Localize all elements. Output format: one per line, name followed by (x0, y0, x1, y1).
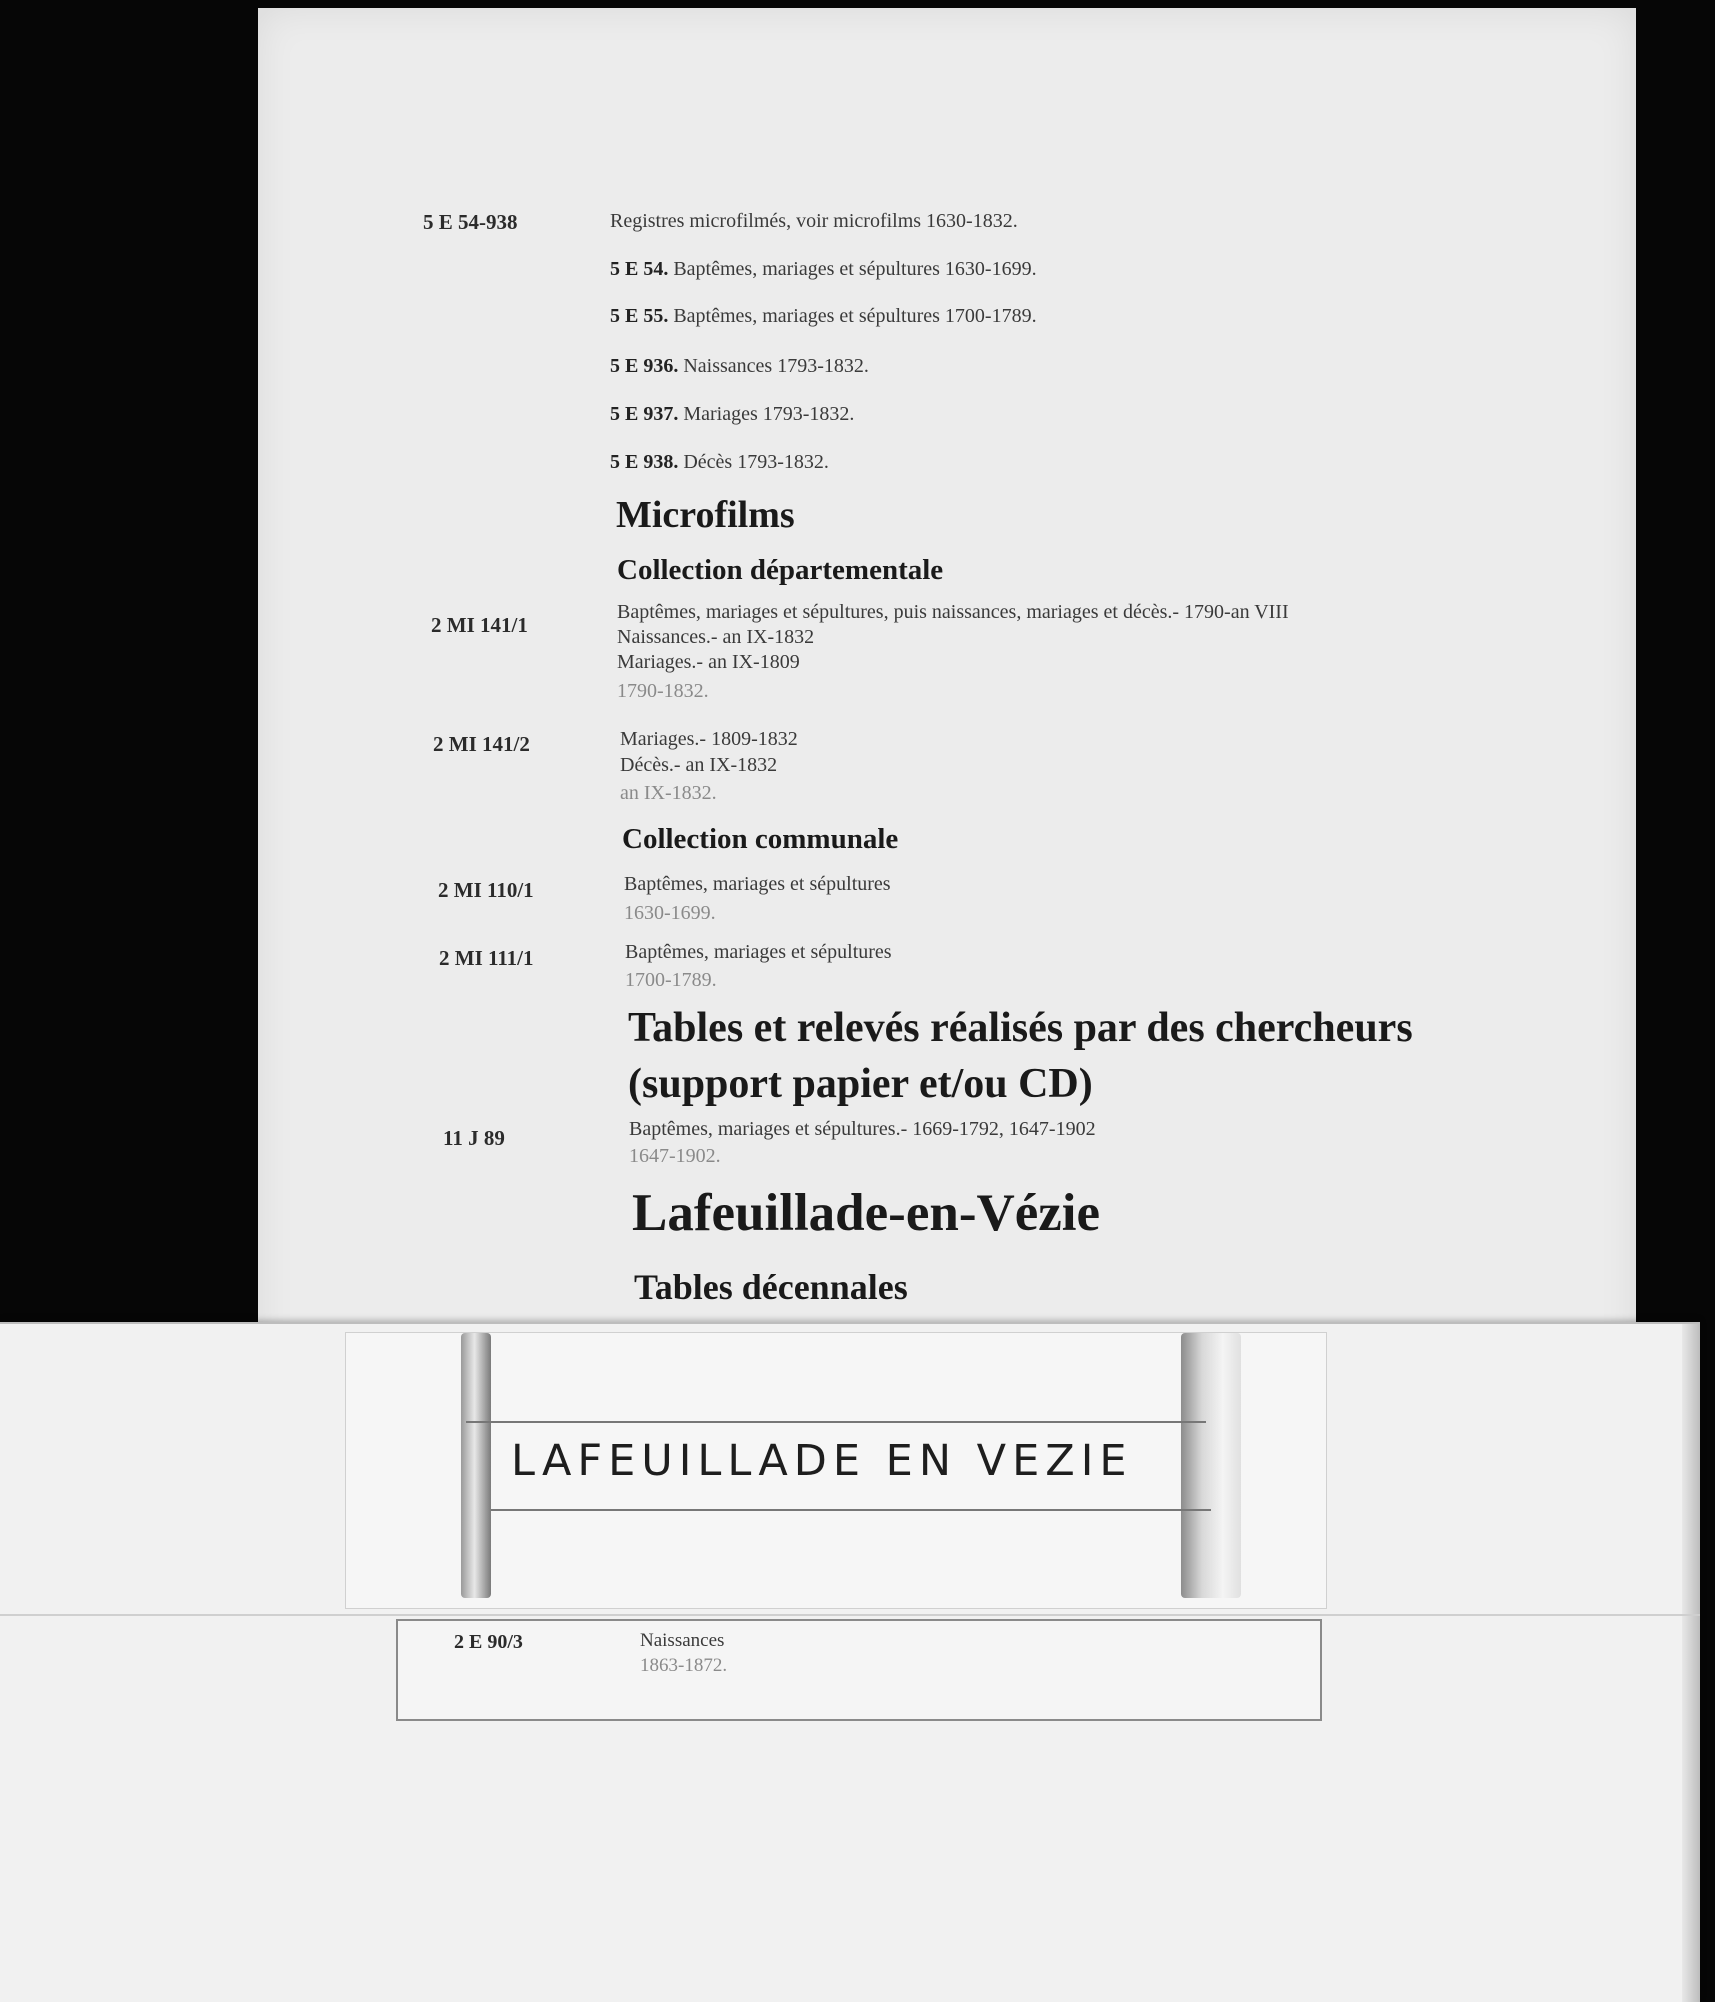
entry-line: Baptêmes, mariages et sépultures (625, 941, 892, 963)
card-dates: 1863-1872. (640, 1655, 728, 1676)
heading-tables-line1: Tables et relevés réalisés par des chercheurs (628, 1005, 1413, 1051)
sub-entry (610, 355, 869, 378)
entry-dates: 1700-1789. (625, 969, 717, 991)
sub-entry-ref: 5 E 54. (610, 258, 669, 280)
entry-code: 2 MI 141/2 (433, 732, 530, 756)
sub-entry (610, 451, 829, 474)
strip-roll-right (1181, 1333, 1241, 1598)
heading-tables-line2: (support papier et/ou CD) (628, 1061, 1093, 1107)
sub-entry-text: Baptêmes, mariages et sépultures 1700-1789. (668, 305, 1037, 327)
sub-entry-ref: 5 E 937. (610, 403, 679, 425)
box-fold (0, 1614, 1700, 1616)
sub-entry-ref: 5 E 936. (610, 355, 679, 377)
card-line: Naissances (640, 1630, 725, 1651)
sub-entry-ref: 5 E 55. (610, 305, 669, 327)
box-label-strip (345, 1332, 1327, 1609)
sub-entry-text: Mariages 1793-1832. (678, 403, 855, 425)
label-rule-top (466, 1421, 1206, 1423)
index-card (396, 1619, 1322, 1721)
entry-line: Baptêmes, mariages et sépultures (624, 873, 891, 895)
entry-line: Décès.- an IX-1832 (620, 754, 778, 776)
entry-code: 2 MI 110/1 (438, 878, 534, 902)
label-rule-bottom (491, 1509, 1211, 1511)
sub-entry-text: Baptêmes, mariages et sépultures 1630-1699. (668, 258, 1037, 280)
entry-dates: an IX-1832. (620, 782, 717, 804)
card-code: 2 E 90/3 (454, 1631, 523, 1653)
entry-line: Baptêmes, mariages et sépultures.- 1669-1792, 1647-1902 (629, 1118, 1096, 1140)
heading-collection-departementale: Collection départementale (617, 554, 944, 586)
entry-line: Naissances.- an IX-1832 (617, 626, 815, 648)
sub-entry (610, 403, 854, 426)
entry-line: Baptêmes, mariages et sépultures, puis naissances, mariages et décès.- 1790-an VIII (617, 601, 1289, 623)
heading-microfilms: Microfilms (616, 494, 795, 536)
heading-tables-decennales: Tables décennales (634, 1267, 908, 1307)
archive-box (0, 1322, 1700, 2002)
box-label-text: LAFEUILLADE EN VEZIE (511, 1436, 1133, 1486)
entry-dates: 1647-1902. (629, 1145, 721, 1167)
entry-dates: 1630-1699. (624, 902, 716, 924)
entry-code: 2 MI 111/1 (439, 946, 534, 970)
sub-entry-text: Naissances 1793-1832. (678, 355, 869, 377)
document-page (258, 8, 1636, 1428)
sub-entry (610, 258, 1037, 281)
entry-text: Registres microfilmés, voir microfilms 1630-1832. (610, 210, 1018, 232)
sub-entry-ref: 5 E 938. (610, 451, 679, 473)
entry-dates: 1790-1832. (617, 680, 709, 702)
strip-roll-left (461, 1333, 491, 1598)
entry-line: Mariages.- 1809-1832 (620, 728, 798, 750)
entry-code: 11 J 89 (443, 1126, 505, 1150)
sub-entry-text: Décès 1793-1832. (678, 451, 829, 473)
entry-line: Mariages.- an IX-1809 (617, 651, 800, 673)
box-edge (1682, 1324, 1700, 2002)
heading-collection-communale: Collection communale (622, 823, 899, 855)
entry-code: 5 E 54-938 (423, 210, 518, 234)
entry-code: 2 MI 141/1 (431, 613, 528, 637)
sub-entry (610, 305, 1037, 328)
heading-commune: Lafeuillade-en-Vézie (632, 1184, 1101, 1242)
